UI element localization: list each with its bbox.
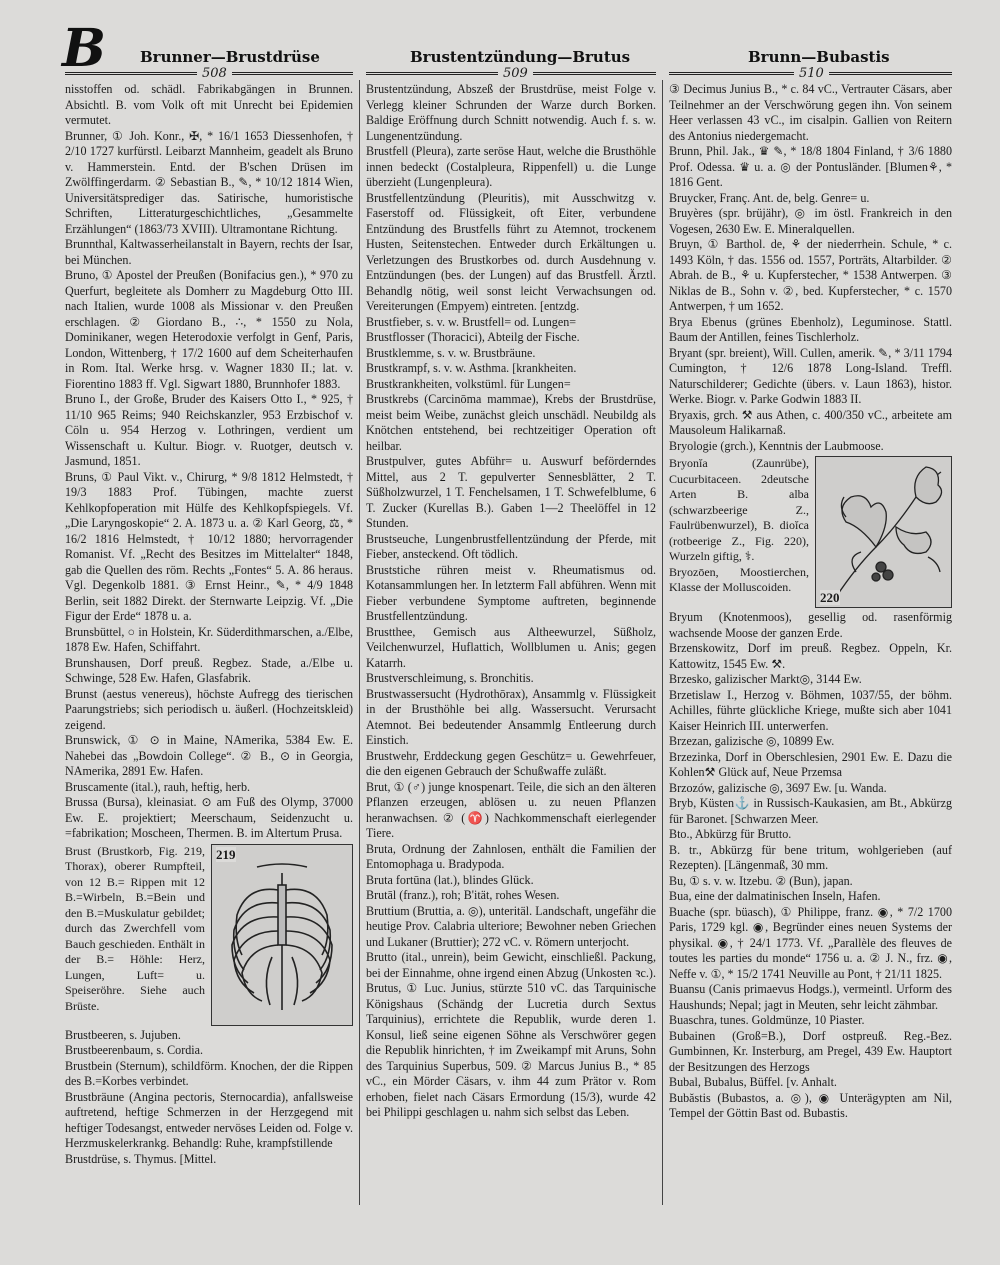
entry: Brustfell (Pleura), zarte seröse Haut, welche die Brusthöhle innen bedeckt (Costalpleura, Rippenfell) u. die Lunge überzieht (Lungenpleura).	[366, 144, 656, 189]
entry: B. tr., Abkürzg für bene tritum, wohlgerieben (auf Rezepten). [Längenmaß, 30 mm.	[669, 842, 952, 872]
entry: Brunswick, ① ⊙ in Maine, NAmerika, 5384 Ew. E. Nahebei das „Bowdoin College“. ② B., ⊙ in Georgia, NAmerika, 2891 Ew. Hafen.	[65, 733, 353, 778]
entry: Bryaxis, grch. ⚒ aus Athen, c. 400/350 vC., arbeitete am Mausoleum Halikarnaß.	[669, 407, 952, 437]
plant-illustration	[816, 457, 951, 607]
page-number-2: 509	[498, 66, 533, 81]
entry: Brustseuche, Lungenbrustfellentzündung der Pferde, mit Fieber, ansteckend. Oft tödlich.	[366, 531, 656, 561]
figure-number: 219	[216, 846, 236, 862]
entry: Brunnthal, Kaltwasserheilanstalt in Bayern, rechts der Isar, bei München.	[65, 237, 353, 267]
entry: ③ Decimus Junius B., * c. 84 vC., Vertrauter Cäsars, aber Teilnehmer an der Verschwörung gegen ihn. Von seinem Heer verlassen 43 vC., im cisalpin. Gallien von Reitern des Antonius niedergemacht.	[669, 82, 952, 143]
entry: Bua, eine der dalmatinischen Inseln, Hafen.	[669, 889, 881, 903]
entry: Bruno, ① Apostel der Preußen (Bonifacius gen.), * 970 zu Querfurt, begleitete als Domherr zu Magdeburg Otto III. nach Italien, wurde 1008 als Missionar v. den Preußen erschlagen. ② Giordano B., ∴, * 1550 zu Nola, Dominikaner, wegen Heterodoxie verfolgt in Genf, Paris, London, Wittenberg, † 17/2 1600 auf dem Scheiterhaufen in Rom. Ital. Werke hrsg. v. Wagner 1830 II.; lat. v. Fiorentino 1883 ff. Vgl. Sigwart 1880, Brunnhofer 1883.	[65, 268, 353, 391]
entry: Brustbeerenbaum, s. Cordia.	[65, 1043, 204, 1057]
entry: Brzetislaw I., Herzog v. Böhmen, 1037/55, der böhm. Achilles, führte glückliche Kriege, mußte sich aber 1041 Kaiser Heinrich III. unterwerfen.	[669, 687, 952, 733]
entry: Bto., Abkürzg für Brutto.	[669, 827, 792, 841]
entry: Bruyères (spr. brüjähr), ◎ im östl. Frankreich in den Vogesen, 2630 Ew. E. Mineralquellen.	[669, 206, 952, 236]
entry: Bruycker, Franç. Ant. de, belg. Genre= u.	[669, 190, 870, 205]
entry: Buaschra, tunes. Goldmünze, 10 Piaster.	[669, 1013, 865, 1027]
entry: Brustverschleimung, s. Bronchitis.	[366, 671, 534, 685]
entry: Brzezinka, Dorf in Oberschlesien, 2901 Ew. E. Dazu die Kohlen⚒ Glück auf, Neue Przemsa	[669, 749, 952, 779]
bryonia-text	[669, 456, 809, 608]
column-divider-1	[359, 80, 360, 1205]
entry: Brustwassersucht (Hydrothōrax), Ansammlg v. Flüssigkeit in der Brusthöhle bei allg. Wassersucht. Verursacht Atemnot. Bei bedeutender Ansammlg Entleerung durch Einstich.	[366, 686, 656, 747]
bryozoen-entry: Bryozōen, Moostierchen, Klasse der Molluscoiden.	[669, 564, 809, 594]
column-1	[65, 82, 353, 1227]
entry: Brustentzündung, Abszeß der Brustdrüse, meist Folge v. Verlegg kleiner Schrunden der Warze durch Borken. Baldige Eröffnung durch Schnitt notwendig. Auch f. s. w. Lungenentzündung.	[366, 82, 656, 143]
thorax-text: Brust (Brustkorb, Fig. 219, Thorax), oberer Rumpfteil, von 12 B.= Rippen mit 12 B.=Wirbeln, B.=Bein und den B.=Muskulatur gebildet; durch das Zwerchfell vom Bauch geschieden. Enthält in der B.= Höhle: Herz, Lungen, Luft= u. Speiseröhre. Siehe auch Brüste.	[65, 843, 205, 1013]
entry: Bubăstis (Bubastos, a. ◎), ◉ Unterägypten am Nil, Tempel der Göttin Bast od. Bubastis.	[669, 1090, 952, 1120]
entry: Brustbräune (Angina pectoris, Sternocardia), anfallsweise auftretend, heftige Schmerzen in der Herzgegend mit heftiger Todesangst, entweder nervöses Leiden od. Folge v. Herzmuskelerkrankg. Behandlg: Ruhe, krampfstillende	[65, 1089, 353, 1150]
entry: Bruyn, ① Barthol. de, ⚘ der niederrhein. Schule, * c. 1493 Köln, † das. 1556 od. 1557, Porträts, Altarbilder. ② Abrah. de B., ⚘ u. Kupferstecher, * 1538 Antwerpen. ③ Niklas de B., Sohn v. ②, bed. Kupferstecher, * c. 1570 Antwerpen, † um 1652.	[669, 237, 952, 313]
entry: Brustkrebs (Carcinōma mammae), Krebs der Brustdrüse, meist beim Weibe, zunächst gleich unschädl. Neubildg als Knötchen entstehend, bei rechtzeitiger Operation oft heilbar.	[366, 392, 656, 453]
entry: Brzezan, galizische ◎, 10899 Ew.	[669, 734, 835, 748]
bryonia-figure	[815, 456, 952, 608]
bryonia-description: Bryonĭa (Zaunrübe), Cucurbitaceen. 2deutsche Arten B. alba (schwarzbeerige Z., Faulrübenwurzel), B. dioĭca (rotbeerige Z., Fig. 220), Wurzeln giftig, ⚕.	[669, 456, 809, 563]
entry: Brunn, Phil. Jak., ♛ ✎, * 18/8 1804 Finland, † 3/6 1880 Prof. Odessa. ♛ u. a. ◎ der Pontusländer. [Blumen⚘, * 1816 Gent.	[669, 144, 952, 189]
entry: Bruns, ① Paul Vikt. v., Chirurg, * 9/8 1812 Helmstedt, † 19/3 1883 Prof. Tübingen, machte zuerst Kehlkopfoperation mit Hülfe des Kehlkopfspiegels. Vf. „Die Laryngoskopie“ 2. A. 1873 u. a. ② Karl Georg, ⚖, * 16/2 1816 Helmstedt, † 10/12 1880; hervorragender Romanist. Vf. „Recht des Besitzes im Mittelalter“ 1848, gab die Quellen des röm. Rechts „Fontes“ 5. A. 86 heraus. Vgl. Degenkolb 1881. ③ Ernst Heinr., ✎, * 4/9 1848 Berlin, seit 1882 Direkt. der Sternwarte Leipzig. Vf. „Die Figur der Erde“ 1878 u. a.	[65, 469, 353, 623]
entry: Bruscamente (ital.), rauh, heftig, herb.	[65, 779, 251, 794]
header-center: Brustentzündung—Brutus	[410, 48, 631, 66]
entry: Brustbeeren, s. Jujuben.	[65, 1027, 181, 1042]
bryonia-entry	[669, 456, 952, 608]
entry: Bruno I., der Große, Bruder des Kaisers Otto I., * 925, † 11/10 965 Reims; 940 Reichskanzler, 953 Erzbischof v. Cöln u. 954 Herzog v. Lothringen, verdient um Wissenschaft u. Kultur. Biogr. v. Ruotger, deutsch v. Jasmund, 1851.	[65, 392, 353, 468]
entry: Brustfellentzündung (Pleuritis), mit Ausschwitzg v. Faserstoff od. Flüssigkeit, oft Eiter, verbundene Entzündung des Brustfells führt zu Atemnot, trockenem Husten, Seitenstechen. Entweder durch Erkältungen u. Verletzungen des Brustkorbes od. durch Ausdehnung v. Entzündungen (bes. der Lungen) auf das Brustfell. Ärztl. Behandlg nötig, weil sonst leicht Verwachsungen od. Vereiterungen (Empyem) eintreten. [entzdg.	[366, 190, 656, 313]
entry: Brut, ① (♂) junge knospenart. Teile, die sich an den älteren Pflanzen erzeugen, ablösen u. zu neuen Pflanzen heranwachsen. ② (♈) Nachkommenschaft eierlegender Tiere.	[366, 779, 656, 840]
entry: nisstoffen od. schädl. Fabrikabgängen in Brunnen. Absichtl. B. vom Volk oft mit Unrecht bei Epidemien vermutet.	[65, 82, 353, 127]
page-number-1: 508	[197, 66, 232, 81]
entry: Bryum (Knotenmoos), gesellig od. rasenförmig wachsende Moose der ganzen Erde.	[669, 610, 952, 640]
entry: Brutāl (franz.), roh; B'ität, rohes Wesen.	[366, 888, 560, 902]
header-left: Brunner—Brustdrüse	[140, 48, 320, 66]
header-right: Brunn—Bubastis	[748, 48, 890, 66]
column-divider-2	[662, 80, 663, 1205]
figure-number: 220	[820, 589, 840, 605]
thorax-figure	[211, 844, 353, 1026]
entry: Brussa (Bursa), kleinasiat. ⊙ am Fuß des Olymp, 37000 Ew. E. projektiert; Meerschaum, Seidenzucht u. =fabrikation; Moscheen, Thermen. B. im Altertum Prusa.	[65, 795, 353, 840]
entry: Bubainen (Groß=B.), Dorf ostpreuß. Reg.-Bez. Gumbinnen, Kr. Insterburg, am Pregel, 439 Ew. Hauptort der Besitzungen des Herzogs	[669, 1028, 952, 1074]
entry: Brustfieber, s. v. w. Brustfell= od. Lungen=	[366, 314, 577, 329]
column-2	[366, 82, 656, 1227]
entry: Brunshausen, Dorf preuß. Regbez. Stade, a./Elbe u. Schwinge, 528 Ew. Hafen, Glasfabrik.	[65, 655, 353, 685]
entry: Buansu (Canis primaevus Hodgs.), vermeintl. Urform des Haushunds; Nepal; jagt in Meuten, sehr leicht zähmbar.	[669, 982, 952, 1012]
entry: Brya Ebenus (grünes Ebenholz), Leguminose. Stattl. Baum der Antillen, feines Tischlerholz.	[669, 314, 952, 344]
entry: Brustthee, Gemisch aus Altheewurzel, Süßholz, Veilchenwurzel, Huflattich, Wollblumen u. Anis; gegen Katarrh.	[366, 624, 656, 670]
entry: Brutto (ital., unrein), beim Gewicht, einschließl. Packung, bei der Einnahme, ohne irgend einen Abzug (Unkosten ꝛc.).	[366, 950, 656, 980]
entry: Brunst (aestus venereus), höchste Aufregg des tierischen Paarungstriebs; sich periodisch u. äußerl. (Hochzeitskleid) zeigend.	[65, 686, 353, 732]
entry: Bryologie (grch.), Kenntnis der Laubmoose.	[669, 438, 884, 453]
entry: Brustwehr, Erddeckung gegen Geschütz= u. Gewehrfeuer, die den eigenen Gebrauch der Schußwaffe zuläßt.	[366, 748, 656, 778]
entry: Brunner, ① Joh. Konr., ✠, * 16/1 1653 Diessenhofen, † 2/10 1727 kurfürstl. Leibarzt Mannheim, geadelt als Bruno v. Hammerstein. Entd. der B'schen Drüsen im Zwölffingerdarm. ② Sebastian B., ✎, * 10/12 1814 Wien, Universitätsprediger das. Satirische, humoristische Schriften, Litteraturgeschichtliches, „Gesammelte Erzählungen“ (1863/73 XVIII). Ultramontane Richtung.	[65, 128, 353, 236]
entry: Brustflosser (Thoracici), Abteilg der Fische.	[366, 330, 580, 344]
entry: Brustbein (Sternum), schildförm. Knochen, der die Rippen des B.=Korbes verbindet.	[65, 1058, 353, 1088]
entry: Brustkrankheiten, volkstüml. für Lungen=	[366, 376, 571, 391]
entry: Brutus, ① Luc. Junius, stürzte 510 vC. das Tarquinische Königshaus (Schändg der Lucretia durch Sextus Tarquinius), errichtete die Republik, wurde deren 1. Konsul, ließ seine eigenen Söhne als Verschwörer gegen die Republik hinrichten, † im Zweikampf mit Aruns, Sohn des Tarquinius Superbus, 509. ② Marcus Junius B., * 85 vC., ein Mörder Cäsars, v. ihm 44 zum Prätor v. Rom erhoben, fielet nach Cäsars Ermordung (15/3), wurde 42 bei Philippi geschlagen u. nahm sich selbst das Leben.	[366, 981, 656, 1119]
entry: Brzozów, galizische ◎, 3697 Ew. [u. Wanda.	[669, 780, 887, 795]
entry: Bruta, Ordnung der Zahnlosen, enthält die Familien der Entomophaga u. Bradypoda.	[366, 841, 656, 871]
ribcage-illustration	[212, 845, 352, 1025]
entry: Buache (spr. büasch), ① Philippe, franz. ◉, * 7/2 1700 Paris, 1729 kgl. ◉, Begründer eines neuen Systems der physikal. ◉, † 24/1 1773. Vf. „Parallèle des fleuves de toutes les parties du monde“ 1756 u. a. ② J. N., frz. ◉, Neffe v. ①, * 15/2 1741 Neuville au Pont, † 21/11 1825.	[669, 904, 952, 981]
entry: Brustkrampf, s. v. w. Asthma. [krankheiten.	[366, 361, 577, 375]
entry: Bryant (spr. breient), Will. Cullen, amerik. ✎, * 3/11 1794 Cumington, † 12/6 1878 Long-Island. Treffl. Naturschilderer; Gedichte (übers. v. Laun 1863), histor. Werke. Biogr. v. Parke Godwin 1883 II.	[669, 345, 952, 406]
entry: Bruta fortūna (lat.), blindes Glück.	[366, 872, 534, 887]
entry: Bubal, Bubalus, Büffel. [v. Anhalt.	[669, 1075, 837, 1089]
entry: Brustdrüse, s. Thymus. [Mittel.	[65, 1151, 217, 1166]
entry: Bu, ① s. v. w. Itzebu. ② (Bun), japan.	[669, 873, 853, 888]
entry: Brustpulver, gutes Abführ= u. Auswurf beförderndes Mittel, aus 2 T. gepulverter Sennesblätter, 2 T. Süßholzwurzel, 1 T. Fenchelsamen, 1 T. Schwefelblume, 6 T. Zucker (Kurellas B.). Gaben 1—2 Theelöffel in 12 Stunden.	[366, 454, 656, 530]
entry: Brzesko, galizischer Markt◎, 3144 Ew.	[669, 672, 862, 686]
column-3	[669, 82, 952, 1227]
entry: Brunsbüttel, ○ in Holstein, Kr. Süderdithmarschen, a./Elbe, 1878 Ew. Hafen, Schiffahrt.	[65, 624, 353, 654]
entry: Bryb, Küsten⚓ in Russisch-Kaukasien, am Bt., Abkürzg für Baronet. [Schwarzen Meer.	[669, 796, 952, 826]
page-number-3: 510	[794, 66, 829, 81]
entry: Bruttium (Bruttia, a. ◎), unteritäl. Landschaft, ungefähr die heutige Prov. Calabria ulteriore; Bewohner neben Griechen und Lukaner (Bruttier); 272 vC. v. Römern unterjocht.	[366, 903, 656, 949]
entry: Bruststiche rühren meist v. Rheumatismus od. Kotansammlungen her. In letzterm Fall abführen. Wenn mit Fieber verbundene Symptome auftreten, beginnende Brustfellentzündung.	[366, 562, 656, 623]
entry: Brzenskowitz, Dorf im preuß. Regbez. Oppeln, Kr. Kattowitz, 1545 Ew. ⚒.	[669, 641, 952, 671]
entry: Brustklemme, s. v. w. Brustbräune.	[366, 345, 536, 360]
section-letter: B	[62, 18, 106, 79]
thorax-entry	[65, 844, 353, 1026]
